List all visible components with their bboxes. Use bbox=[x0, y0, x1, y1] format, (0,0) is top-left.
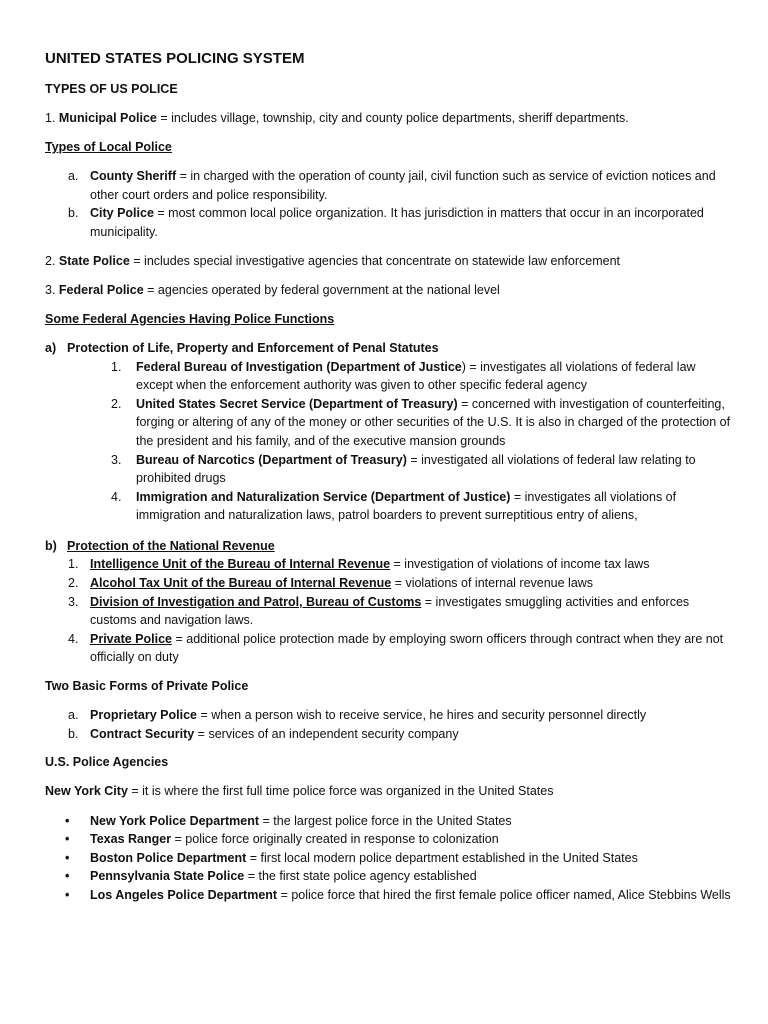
bullet-icon: • bbox=[65, 850, 70, 865]
list-item bbox=[45, 706, 735, 725]
agency-list bbox=[45, 812, 735, 905]
list-marker: 4. bbox=[68, 631, 79, 646]
item-term: Boston Police Department bbox=[90, 850, 247, 865]
list-marker: 4. bbox=[111, 489, 122, 504]
item-term: Bureau of Narcotics (Department of Treasury) bbox=[136, 452, 407, 467]
section-marker: a) bbox=[45, 340, 57, 355]
nyc-item bbox=[45, 782, 735, 801]
local-police-list bbox=[45, 167, 735, 241]
bullet-icon: • bbox=[65, 887, 70, 902]
section-b-list bbox=[45, 555, 735, 667]
item-desc: = when a person wish to receive service, he hires and security personnel directly bbox=[197, 708, 647, 723]
list-marker: b. bbox=[68, 726, 79, 741]
item-desc: = services of an independent security company bbox=[194, 726, 459, 741]
item-number: 2. bbox=[45, 253, 56, 268]
item-term: Immigration and Naturalization Service (Department of Justice) bbox=[136, 489, 511, 504]
list-item bbox=[45, 867, 735, 886]
item-term: Proprietary Police bbox=[90, 708, 197, 723]
list-marker: b. bbox=[68, 206, 79, 221]
item-term: Division of Investigation and Patrol, Bureau of Customs bbox=[90, 594, 422, 609]
types-heading: TYPES OF US POLICE bbox=[45, 82, 178, 96]
municipal-police-item bbox=[45, 109, 735, 128]
item-term: Intelligence Unit of the Bureau of Internal Revenue bbox=[90, 557, 391, 572]
item-desc: ) = investigates all violations of federal law except when the enforcement authority was given to other specific federal agency bbox=[136, 359, 696, 393]
bullet-icon: • bbox=[65, 832, 70, 847]
bullet-icon: • bbox=[65, 813, 70, 828]
list-item bbox=[45, 358, 735, 395]
section-marker: b) bbox=[45, 538, 57, 553]
item-desc: = investigates smuggling activities and enforces customs and navigation laws. bbox=[90, 594, 690, 628]
item-term: Los Angeles Police Department bbox=[90, 887, 278, 902]
item-term: Federal Bureau of Investigation (Department of Justice bbox=[136, 359, 462, 374]
item-desc: = police force that hired the first female police officer named, Alice Stebbins Wells bbox=[277, 887, 731, 902]
item-desc: = it is where the first full time police force was organized in the United States bbox=[127, 784, 554, 799]
item-term: Contract Security bbox=[90, 726, 195, 741]
list-item bbox=[45, 812, 735, 831]
list-item bbox=[45, 849, 735, 868]
item-term: Pennsylvania State Police bbox=[90, 869, 245, 884]
list-item bbox=[45, 630, 735, 667]
item-number: 1. bbox=[45, 111, 56, 126]
item-term: City Police bbox=[90, 206, 154, 221]
list-item bbox=[45, 395, 735, 451]
list-marker: 2. bbox=[68, 576, 79, 591]
item-desc: = includes village, township, city and county police departments, sheriff departments. bbox=[156, 111, 629, 126]
section-a-heading bbox=[45, 339, 735, 358]
item-desc: = investigated all violations of federal law relating to prohibited drugs bbox=[136, 452, 696, 486]
list-marker: 3. bbox=[111, 452, 122, 467]
item-term: New York Police Department bbox=[90, 813, 260, 828]
item-desc: = includes special investigative agencies that concentrate on statewide law enforcement bbox=[129, 253, 621, 268]
item-term: Municipal Police bbox=[58, 111, 157, 126]
item-desc: = concerned with investigation of counterfeiting, forging or altering of any of the money or other securities of the U.S. It is also in charged of the protection of the president and his family, and of the executive mansion grounds bbox=[136, 396, 731, 448]
local-police-heading: Types of Local Police bbox=[45, 140, 172, 155]
list-marker: 1. bbox=[68, 557, 79, 572]
section-a-list bbox=[45, 358, 735, 525]
list-marker: 2. bbox=[111, 396, 122, 411]
list-item bbox=[45, 204, 735, 241]
item-desc: = violations of internal revenue laws bbox=[391, 576, 594, 591]
private-police-list bbox=[45, 706, 735, 743]
section-title: Protection of Life, Property and Enforcement of Penal Statutes bbox=[67, 340, 439, 355]
list-item bbox=[45, 830, 735, 849]
private-police-heading: Two Basic Forms of Private Police bbox=[45, 679, 249, 694]
agencies-heading: U.S. Police Agencies bbox=[45, 755, 169, 770]
item-term: New York City bbox=[45, 784, 128, 799]
item-term: Private Police bbox=[90, 631, 172, 646]
list-item bbox=[45, 574, 735, 593]
item-desc: = additional police protection made by employing sworn officers through contract when they are not officially on duty bbox=[90, 631, 724, 665]
list-item bbox=[45, 886, 735, 905]
list-item bbox=[45, 725, 735, 744]
list-item bbox=[45, 593, 735, 630]
item-number: 3. bbox=[45, 282, 56, 297]
page-title: UNITED STATES POLICING SYSTEM bbox=[45, 50, 305, 67]
item-desc: = the first state police agency established bbox=[244, 869, 477, 884]
section-title: Protection of the National Revenue bbox=[67, 538, 275, 553]
item-term: County Sheriff bbox=[90, 169, 177, 184]
state-police-item bbox=[45, 252, 735, 271]
item-desc: = investigation of violations of income tax laws bbox=[390, 557, 650, 572]
item-desc: = in charged with the operation of county jail, civil function such as service of eviction notices and other court orders and police responsibility. bbox=[90, 169, 716, 202]
item-desc: = the largest police force in the United States bbox=[259, 813, 512, 828]
document-page bbox=[45, 49, 735, 904]
item-term: Alcohol Tax Unit of the Bureau of Internal Revenue bbox=[90, 576, 392, 591]
list-marker: a. bbox=[68, 169, 79, 184]
item-desc: = first local modern police department established in the United States bbox=[246, 850, 638, 865]
list-marker: a. bbox=[68, 708, 79, 723]
list-marker: 1. bbox=[111, 359, 122, 374]
item-term: United States Secret Service (Department of Treasury) bbox=[136, 396, 458, 411]
item-desc: = investigates all violations of immigration and naturalization laws, patrol boarders to prevent surreptitious entry of aliens, bbox=[136, 489, 677, 523]
bullet-icon: • bbox=[65, 869, 70, 884]
item-desc: = agencies operated by federal government at the national level bbox=[143, 282, 500, 297]
item-term: State Police bbox=[58, 253, 130, 268]
list-item bbox=[45, 555, 735, 574]
federal-agencies-heading: Some Federal Agencies Having Police Functions bbox=[45, 311, 335, 326]
item-desc: = police force originally created in response to colonization bbox=[171, 832, 499, 847]
list-item bbox=[45, 451, 735, 488]
list-marker: 3. bbox=[68, 594, 79, 609]
item-term: Texas Ranger bbox=[90, 832, 172, 847]
list-item bbox=[45, 488, 735, 525]
item-desc: = most common local police organization. It has jurisdiction in matters that occur in an incorporated municipality. bbox=[90, 206, 704, 240]
item-term: Federal Police bbox=[58, 282, 144, 297]
section-b-heading bbox=[45, 537, 735, 556]
federal-police-item bbox=[45, 281, 735, 300]
list-item bbox=[45, 167, 735, 204]
